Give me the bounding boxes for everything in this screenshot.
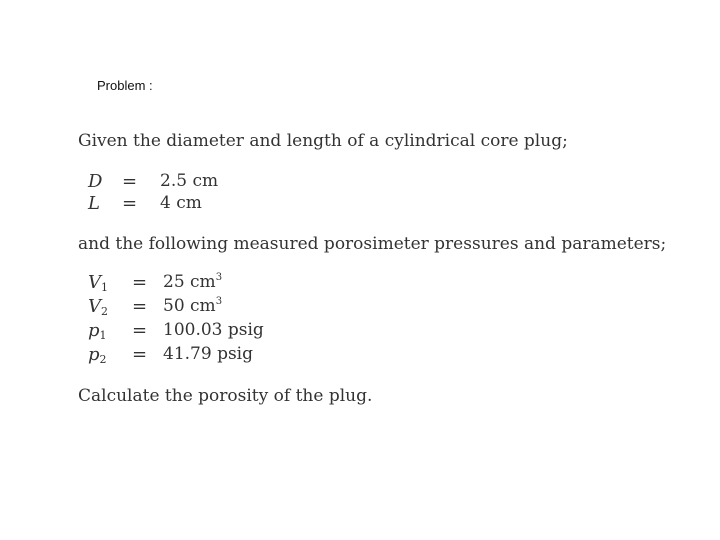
equation-relation: = (122, 193, 138, 214)
equation-value: 4 cm (160, 193, 202, 213)
equation-value: 100.03 psig (163, 320, 264, 340)
equation-relation: = (132, 272, 148, 293)
equation-symbol: $p_1$ (88, 320, 107, 342)
equation-value: 2.5 cm (160, 171, 219, 191)
equation-symbol: $V_1$ (88, 272, 108, 294)
question-text: Calculate the porosity of the plug. (78, 386, 373, 406)
intro-text: Given the diameter and length of a cylindrical core plug; (78, 131, 568, 151)
equation-relation: = (122, 171, 138, 192)
equation-symbol: $p_2$ (88, 344, 107, 366)
equation-relation: = (132, 320, 148, 341)
equation-symbol: D (88, 171, 103, 192)
equation-symbol: $V_2$ (88, 296, 108, 318)
middle-text: and the following measured porosimeter pressures and parameters; (78, 234, 667, 254)
equation-relation: = (132, 344, 148, 365)
problem-heading: Problem : (97, 78, 153, 93)
equation-value: 50 $cm^3$ (163, 296, 223, 316)
equation-value: 41.79 psig (163, 344, 253, 364)
equation-symbol: L (88, 193, 100, 214)
equation-relation: = (132, 296, 148, 317)
equation-value: 25 $cm^3$ (163, 272, 223, 292)
